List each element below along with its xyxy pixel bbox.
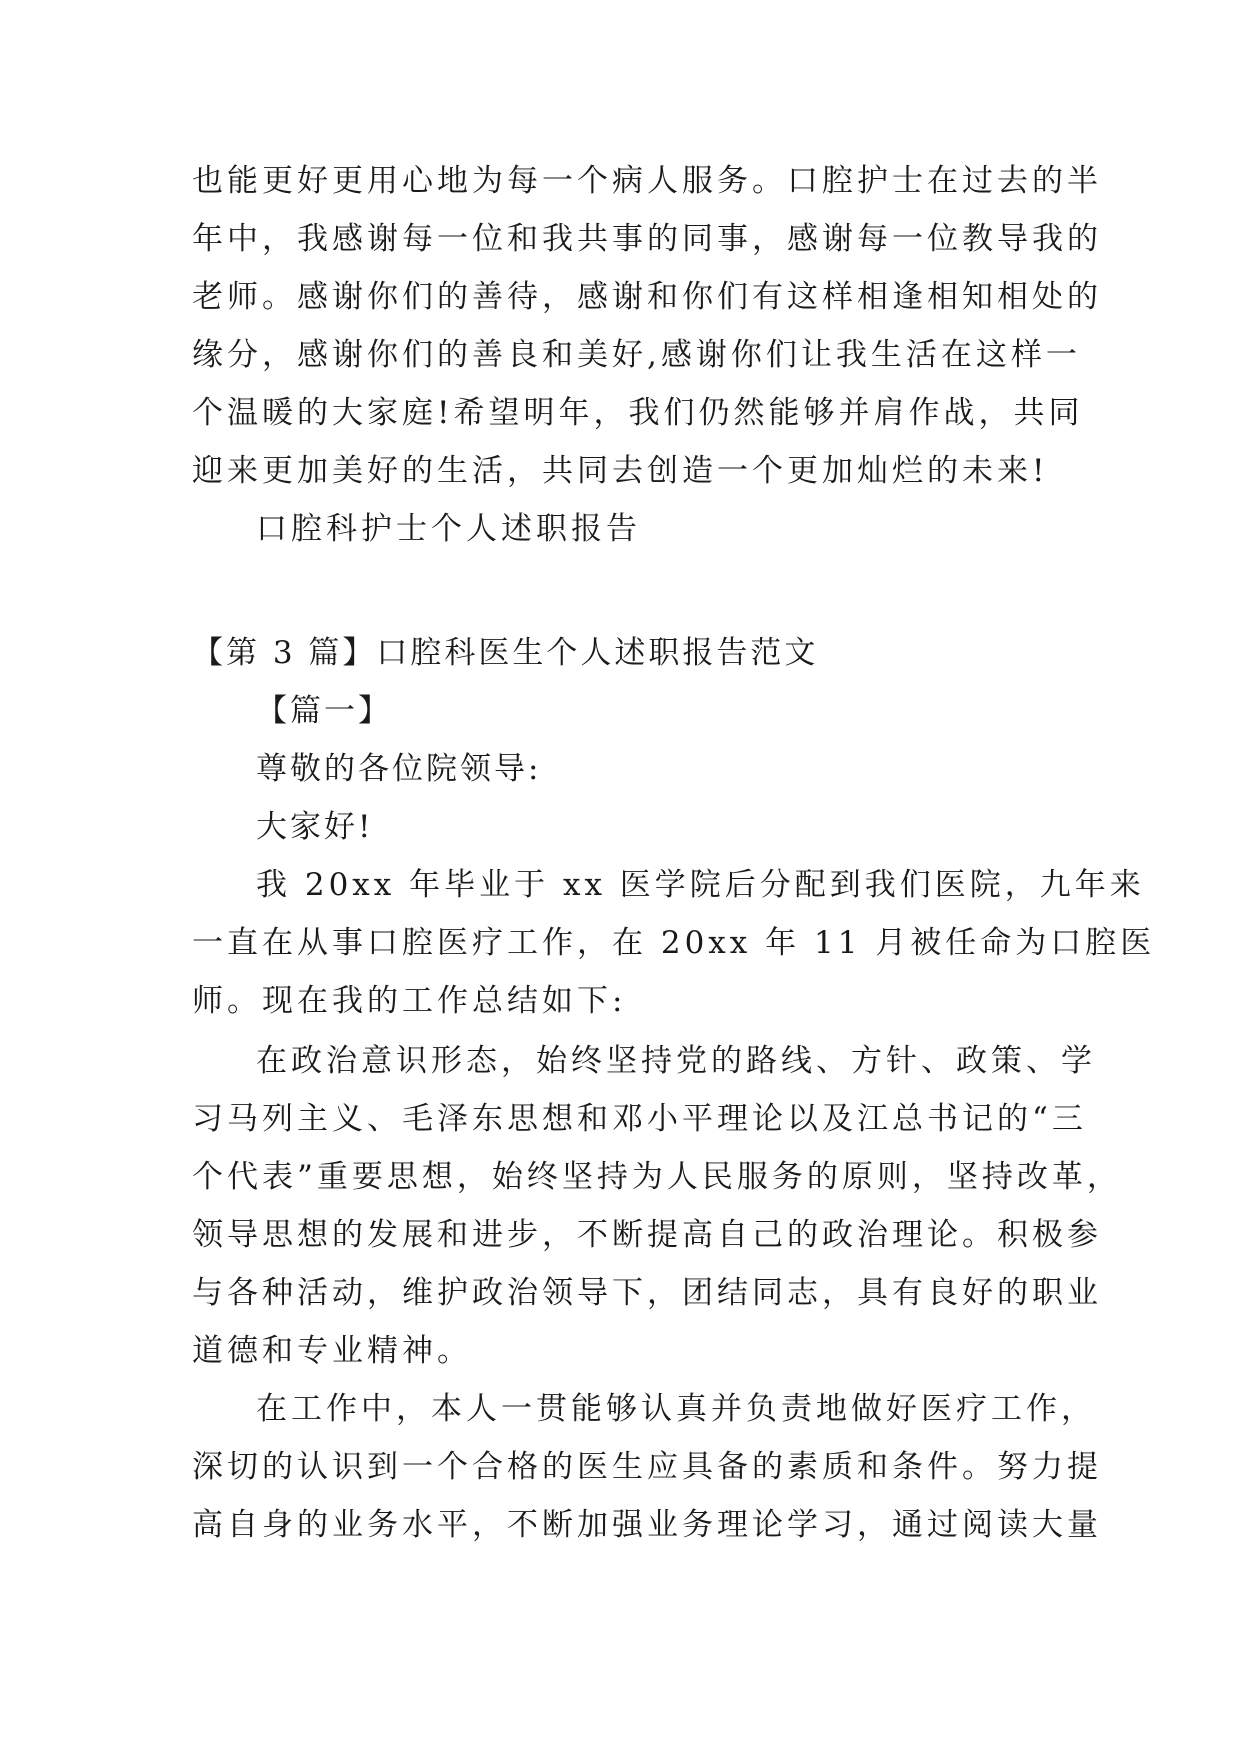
closing-title: 口腔科护士个人述职报告 bbox=[256, 511, 641, 547]
text-line: 迎来更加美好的生活，共同去创造一个更加灿烂的未来! bbox=[192, 453, 1049, 489]
paragraph-1 bbox=[192, 856, 1156, 1030]
text-line: 也能更好更用心地为每一个病人服务。口腔护士在过去的半 bbox=[192, 163, 1102, 199]
text-line: 年中，我感谢每一位和我共事的同事，感谢每一位教导我的 bbox=[192, 221, 1102, 257]
text-line: 与各种活动，维护政治领导下，团结同志，具有良好的职业 bbox=[192, 1275, 1102, 1311]
intro-paragraph bbox=[192, 152, 1102, 558]
section-heading: 【第 3 篇】口腔科医生个人述职报告范文 bbox=[192, 635, 819, 671]
text-line: 一直在从事口腔医疗工作，在 20xx 年 11 月被任命为口腔医 bbox=[192, 925, 1156, 961]
text-line: 高自身的业务水平，不断加强业务理论学习，通过阅读大量 bbox=[192, 1507, 1102, 1543]
text-line: 师。现在我的工作总结如下: bbox=[192, 983, 627, 1019]
subheading: 【篇一】 bbox=[256, 693, 392, 729]
text-line: 老师。感谢你们的善待，感谢和你们有这样相逢相知相处的 bbox=[192, 279, 1102, 315]
text-line: 道德和专业精神。 bbox=[192, 1333, 472, 1369]
text-line: 习马列主义、毛泽东思想和邓小平理论以及江总书记的“三 bbox=[192, 1101, 1087, 1137]
text-line: 领导思想的发展和进步，不断提高自己的政治理论。积极参 bbox=[192, 1217, 1102, 1253]
text-line: 深切的认识到一个合格的医生应具备的素质和条件。努力提 bbox=[192, 1449, 1102, 1485]
text-line: 在政治意识形态，始终坚持党的路线、方针、政策、学 bbox=[256, 1043, 1096, 1079]
paragraph-2 bbox=[192, 1032, 1122, 1380]
text-line: 个温暖的大家庭!希望明年，我们仍然能够并肩作战，共同 bbox=[192, 395, 1084, 431]
text-line: 个代表”重要思想，始终坚持为人民服务的原则，坚持改革， bbox=[192, 1159, 1122, 1195]
salutation: 尊敬的各位院领导: bbox=[256, 751, 542, 787]
greeting: 大家好! bbox=[256, 809, 374, 845]
text-line: 我 20xx 年毕业于 xx 医学院后分配到我们医院，九年来 bbox=[256, 867, 1145, 903]
section-heading-block bbox=[192, 624, 1052, 856]
text-line: 在工作中，本人一贯能够认真并负责地做好医疗工作， bbox=[256, 1391, 1096, 1427]
text-line: 缘分，感谢你们的善良和美好,感谢你们让我生活在这样一 bbox=[192, 337, 1081, 373]
paragraph-3 bbox=[192, 1380, 1102, 1554]
